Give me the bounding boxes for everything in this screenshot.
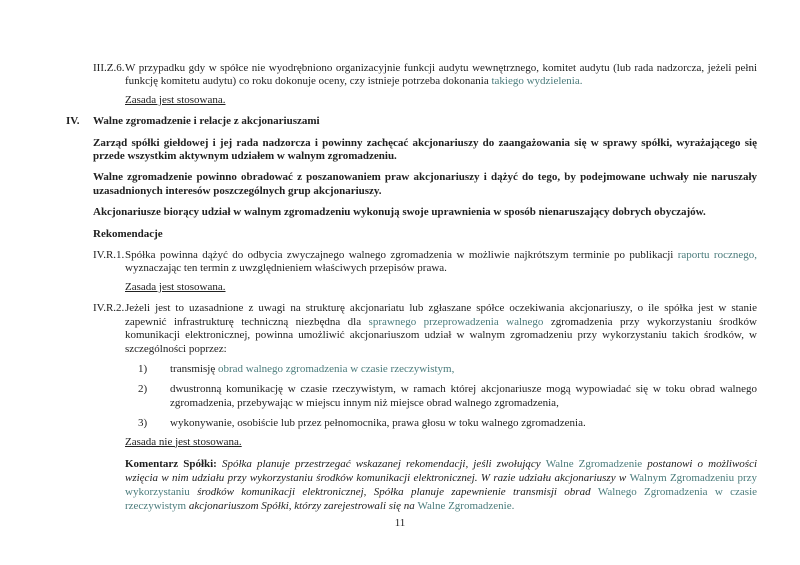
document-content (66, 62, 757, 513)
comment-segment-highlight: Walnym Zgromadzeniu przy wykorzystaniu (125, 471, 757, 498)
rule-text-black: Jeżeli jest to uzasadnione z uwagi na strukturę akcjonariatu lub zgłaszane spółce oczekiwania akcjonariuszy, o ile spółka jest w stanie zapewnić infrastrukturę techniczną niezbędna dla (125, 302, 757, 328)
intro-paragraph: Walne zgromadzenie powinno obradować z poszanowaniem praw akcjonariuszy i dążyć do tego, by podejmowane uchwały nie naruszały uzasadnionych interesów poszczególnych grup akcjonariuszy. (93, 171, 757, 197)
comment-segment: środków komunikacji elektronicznej, Spółka planuje zapewnienie transmisji obrad (197, 485, 598, 498)
comment-segment-highlight: Walne Zgromadzenie. (417, 499, 515, 512)
list-item (138, 417, 757, 430)
rule-item-iv-r1 (93, 249, 757, 276)
section-heading-iv (66, 115, 757, 128)
rule-text-black: Spółka powinna dążyć do odbycia zwyczajnego walnego zgromadzenia w możliwie najkrótszym terminie po publikacji (125, 249, 678, 262)
list-item-black: transmisję (170, 362, 216, 375)
list-item-text (170, 417, 757, 430)
comment-segment: akcjonariuszom Spółki, którzy zarejestrowali się na (188, 499, 418, 512)
list-item-highlight: obrad walnego zgromadzenia w czasie rzeczywistym, (215, 362, 455, 375)
rule-text-black: W przypadku gdy w spółce nie wyodrębniono organizacyjnie funkcji audytu wewnętrznego, komitet audytu (lub rada nadzorcza, jeżeli pełni funkcję komitetu audytu) co roku dokonuje oceny, czy istnieje potrzeba dokonania (125, 62, 757, 88)
company-comment (125, 457, 757, 513)
list-item-number: 2) (138, 383, 148, 396)
comment-label: Komentarz Spółki: (125, 457, 217, 470)
comment-segment: postanowi o możliwości wzięcia w nim udziału przy wykorzystaniu środków komunikacji elektronicznej. W razie udziału akcjonariuszy w (125, 457, 758, 484)
comment-segment-highlight: Walne Zgromadzenie (545, 457, 648, 470)
section-title: Walne zgromadzenie i relacje z akcjonariuszami (93, 115, 320, 128)
list-item-number: 3) (138, 417, 148, 430)
list-item (138, 363, 757, 376)
list-item-text (170, 383, 757, 410)
rule-label: IV.R.1. (93, 249, 125, 262)
list-item (138, 383, 757, 410)
rule-text-highlight: sprawnego przeprowadzenia walnego (368, 315, 544, 328)
rule-text-black: zgromadzenia przy wykorzystaniu środków komunikacji elektronicznej, powinna umożliwić akcjonariuszom udział w walnym zgromadzeniu przy wykorzystaniu takich środków, w szczególności poprzez: (125, 315, 757, 355)
rule-item-iii-z6 (93, 62, 757, 89)
rule-item-iv-r2 (93, 302, 757, 356)
rule-text-highlight: takiego wydzielenia. (491, 75, 583, 88)
subheading-rekomendacje: Rekomendacje (93, 227, 163, 240)
status-line: Zasada jest stosowana. (125, 93, 226, 106)
section-label: IV. (66, 115, 80, 128)
status-line: Zasada nie jest stosowana. (125, 435, 242, 448)
rule-text (125, 302, 757, 356)
intro-paragraph: Akcjonariusze biorący udział w walnym zgromadzeniu wykonują swoje uprawnienia w sposób nienaruszający dobrych obyczajów. (93, 206, 706, 219)
rule-label: IV.R.2. (93, 302, 125, 315)
rule-text (125, 62, 757, 89)
rule-text-highlight: raportu rocznego, (677, 249, 757, 262)
comment-segment: Spółka planuje przestrzegać wskazanej rekomendacji, jeśli zwołujący (221, 457, 546, 470)
rule-text (125, 249, 757, 276)
comment-segment-highlight: Walnego Zgromadzenia w czasie rzeczywistym (125, 485, 758, 512)
list-item-black: wykonywanie, osobiście lub przez pełnomocnika, prawa głosu w toku walnego zgromadzenia. (170, 417, 586, 430)
list-item-text (170, 363, 757, 376)
rule-text-black: wyznaczając ten termin z uwzględnieniem właściwych przepisów prawa. (125, 262, 447, 275)
list-item-number: 1) (138, 362, 148, 375)
status-line: Zasada jest stosowana. (125, 280, 226, 293)
intro-paragraph: Zarząd spółki giełdowej i jej rada nadzorcza i powinny zachęcać akcjonariuszy do zaangażowania się w sprawy spółki, wyrażającego się przede wszystkim aktywnym udziałem w walnym zgromadzeniu. (93, 136, 757, 163)
list-item-black: dwustronną komunikację w czasie rzeczywistym, w ramach której akcjonariusze mogą wypowiadać się w toku obrad walnego zgromadzenia, przebywając w miejscu innym niż miejsce obrad walnego zgromadzenia, (170, 383, 757, 409)
rule-label: III.Z.6. (93, 62, 125, 74)
page-number: 11 (394, 517, 406, 529)
